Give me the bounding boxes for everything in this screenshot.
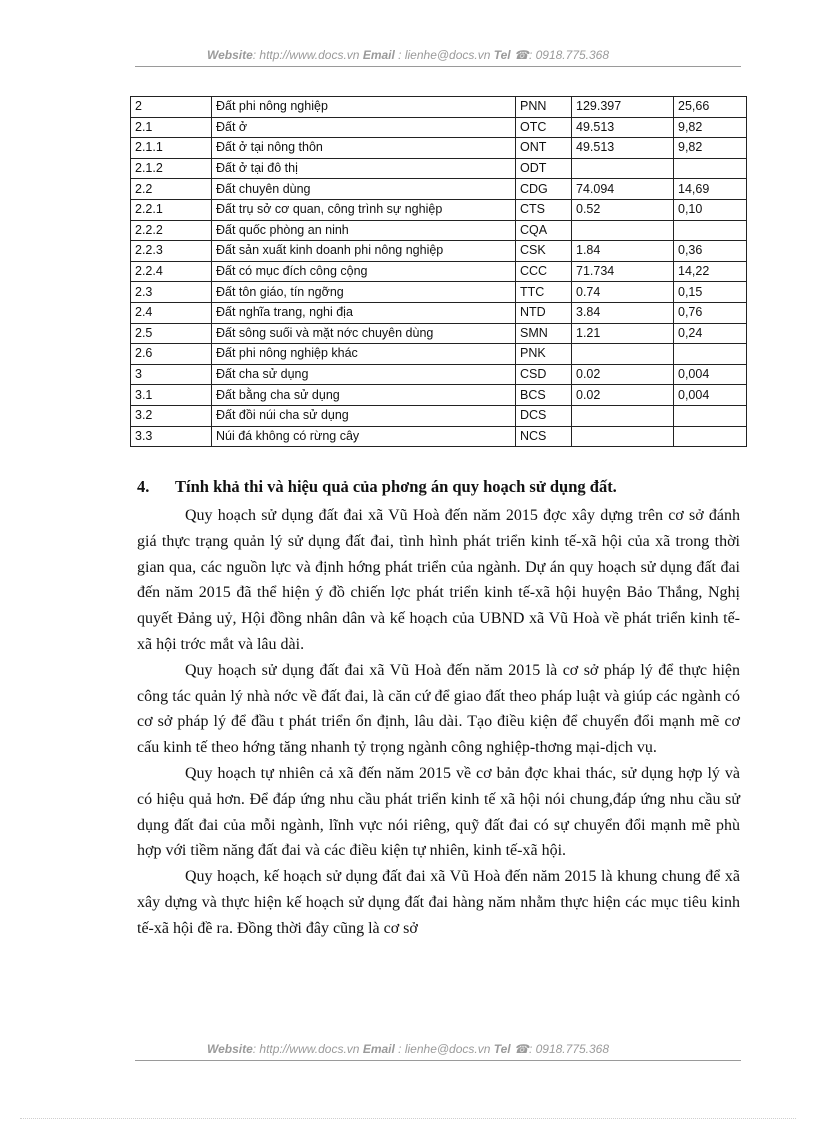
table-row xyxy=(131,323,747,344)
land-type-cell: Đất phi nông nghiệp xyxy=(212,97,516,118)
symbol-cell: CDG xyxy=(516,179,572,200)
table-row xyxy=(131,241,747,262)
footer-website-label: Website xyxy=(206,1042,253,1056)
table-row xyxy=(131,405,747,426)
header-tel-value: ☎: 0918.775.368 xyxy=(514,48,610,62)
code-cell: 2.2.4 xyxy=(131,261,212,282)
page-header xyxy=(0,48,816,62)
code-cell: 2.1 xyxy=(131,117,212,138)
area-cell: 74.094 xyxy=(572,179,674,200)
symbol-cell: TTC xyxy=(516,282,572,303)
area-cell: 0.52 xyxy=(572,199,674,220)
percent-cell: 25,66 xyxy=(674,97,747,118)
table-row xyxy=(131,117,747,138)
table-row xyxy=(131,261,747,282)
code-cell: 2.2 xyxy=(131,179,212,200)
percent-cell xyxy=(674,344,747,365)
table-row xyxy=(131,199,747,220)
symbol-cell: ODT xyxy=(516,158,572,179)
area-cell xyxy=(572,426,674,447)
land-type-cell: Đất phi nông nghiệp khác xyxy=(212,344,516,365)
symbol-cell: PNK xyxy=(516,344,572,365)
header-website-label: Website xyxy=(206,48,253,62)
land-type-cell: Đất quốc phòng an ninh xyxy=(212,220,516,241)
percent-cell xyxy=(674,220,747,241)
land-type-cell: Đất ở tại đô thị xyxy=(212,158,516,179)
symbol-cell: CCC xyxy=(516,261,572,282)
table-row xyxy=(131,97,747,118)
footer-tel-value: ☎: 0918.775.368 xyxy=(514,1042,610,1056)
header-divider xyxy=(135,66,741,67)
percent-cell: 14,69 xyxy=(674,179,747,200)
code-cell: 2.2.2 xyxy=(131,220,212,241)
table-row xyxy=(131,220,747,241)
footer-website-value[interactable]: : http://www.docs.vn xyxy=(252,1042,360,1056)
area-cell: 129.397 xyxy=(572,97,674,118)
paragraph-3: Quy hoạch tự nhiên cả xã đến năm 2015 về cơ bản đợc khai thác, sử dụng hợp lý và có hiệu quả hơn. Để đáp ứng nhu cầu phát triển kinh tế xã hội nói chung,đáp ứng nhu cầu sử dụng đất đai của mỗi ngành, lĩnh vực nói riêng, quỹ đất đai có sự chuyển đổi mạnh mẽ phù hợp với tiềm năng đất đai và các điều kiện tự nhiên, kinh tế-xã hội. xyxy=(137,764,740,860)
footer-email-label: Email xyxy=(362,1042,395,1056)
land-type-cell: Đất chuyên dùng xyxy=(212,179,516,200)
section-number: 4. xyxy=(137,477,150,496)
area-cell xyxy=(572,405,674,426)
land-type-cell: Đất cha sử dụng xyxy=(212,364,516,385)
percent-cell: 0,004 xyxy=(674,385,747,406)
code-cell: 3 xyxy=(131,364,212,385)
land-type-cell: Đất ở tại nông thôn xyxy=(212,138,516,159)
table-row xyxy=(131,344,747,365)
paragraph-4: Quy hoạch, kế hoạch sử dụng đất đai xã Vũ Hoà đến năm 2015 là khung chung để xã xây dựng và thực hiện kế hoạch sử dụng đất đai hàng năm nhằm thực hiện các mục tiêu kinh tế-xã hội đề ra. Đồng thời đây cũng là cơ sở xyxy=(137,868,740,937)
area-cell: 0.74 xyxy=(572,282,674,303)
code-cell: 3.1 xyxy=(131,385,212,406)
symbol-cell: PNN xyxy=(516,97,572,118)
paragraph-1: Quy hoạch sử dụng đất đai xã Vũ Hoà đến năm 2015 đợc xây dựng trên cơ sở đánh giá thực trạng quản lý sử dụng đất đai, tình hình phát triển kinh tế-xã hội của xã trong thời gian qua, các nguồn lực và định hớng phát triển của ngành. Dự án quy hoạch sử dụng đất đai đến năm 2015 đã thể hiện ý đồ chiến lợc phát triển kinh tế-xã hội huyện Bảo Thắng, Nghị quyết Đảng uỷ, Hội đồng nhân dân và kế hoạch của UBND xã Vũ Hoà về phát triển kinh tế-xã hội trớc mắt và lâu dài. xyxy=(137,507,740,653)
symbol-cell: SMN xyxy=(516,323,572,344)
code-cell: 2 xyxy=(131,97,212,118)
code-cell: 2.2.3 xyxy=(131,241,212,262)
land-use-table xyxy=(130,96,747,447)
table-row xyxy=(131,364,747,385)
page-footer xyxy=(0,1042,816,1056)
code-cell: 2.2.1 xyxy=(131,199,212,220)
table-row xyxy=(131,138,747,159)
land-type-cell: Đất có mục đích công cộng xyxy=(212,261,516,282)
section-heading xyxy=(137,477,617,497)
land-type-cell: Đất đồi núi cha sử dụng xyxy=(212,405,516,426)
land-type-cell: Đất ở xyxy=(212,117,516,138)
percent-cell: 0,15 xyxy=(674,282,747,303)
land-type-cell: Đất tôn giáo, tín ngỡng xyxy=(212,282,516,303)
code-cell: 2.4 xyxy=(131,302,212,323)
percent-cell: 0,36 xyxy=(674,241,747,262)
land-type-cell: Đất sản xuất kinh doanh phi nông nghiệp xyxy=(212,241,516,262)
percent-cell: 14,22 xyxy=(674,261,747,282)
table-row xyxy=(131,385,747,406)
header-tel-label: Tel xyxy=(493,48,511,62)
percent-cell xyxy=(674,426,747,447)
area-cell: 71.734 xyxy=(572,261,674,282)
land-type-cell: Đất bằng cha sử dụng xyxy=(212,385,516,406)
area-cell: 1.84 xyxy=(572,241,674,262)
percent-cell xyxy=(674,158,747,179)
header-website-value[interactable]: : http://www.docs.vn xyxy=(252,48,360,62)
land-type-cell: Đất nghĩa trang, nghi địa xyxy=(212,302,516,323)
header-email-value[interactable]: : lienhe@docs.vn xyxy=(398,48,491,62)
symbol-cell: BCS xyxy=(516,385,572,406)
land-type-cell: Đất trụ sở cơ quan, công trình sự nghiệp xyxy=(212,199,516,220)
table-row xyxy=(131,302,747,323)
code-cell: 3.2 xyxy=(131,405,212,426)
table-row xyxy=(131,426,747,447)
symbol-cell: OTC xyxy=(516,117,572,138)
code-cell: 2.1.2 xyxy=(131,158,212,179)
land-use-table-body xyxy=(131,97,747,447)
area-cell: 1.21 xyxy=(572,323,674,344)
percent-cell: 0,10 xyxy=(674,199,747,220)
area-cell xyxy=(572,344,674,365)
section-title: Tính khả thi và hiệu quả của phơng án quy hoạch sử dụng đất. xyxy=(175,477,617,496)
code-cell: 2.1.1 xyxy=(131,138,212,159)
header-email-label: Email xyxy=(362,48,395,62)
symbol-cell: DCS xyxy=(516,405,572,426)
symbol-cell: ONT xyxy=(516,138,572,159)
footer-tel-label: Tel xyxy=(493,1042,511,1056)
symbol-cell: CTS xyxy=(516,199,572,220)
percent-cell: 0,76 xyxy=(674,302,747,323)
symbol-cell: CQA xyxy=(516,220,572,241)
area-cell: 0.02 xyxy=(572,364,674,385)
area-cell xyxy=(572,158,674,179)
land-type-cell: Đất sông suối và mặt nớc chuyên dùng xyxy=(212,323,516,344)
land-type-cell: Núi đá không có rừng cây xyxy=(212,426,516,447)
table-row xyxy=(131,158,747,179)
paragraph-2: Quy hoạch sử dụng đất đai xã Vũ Hoà đến năm 2015 là cơ sở pháp lý để thực hiện công tác quản lý nhà nớc về đất đai, là căn cứ để giao đất theo pháp luật và giúp các ngành có cơ sở pháp lý để đầu t phát triển ổn định, lâu dài. Tạo điều kiện để chuyển đổi mạnh mẽ cơ cấu kinh tế theo hớng tăng nhanh tỷ trọng ngành công nghiệp-thơng mại-dịch vụ. xyxy=(137,661,740,757)
table-row xyxy=(131,282,747,303)
area-cell: 3.84 xyxy=(572,302,674,323)
body-text xyxy=(137,503,740,942)
table-row xyxy=(131,179,747,200)
area-cell: 0.02 xyxy=(572,385,674,406)
code-cell: 2.6 xyxy=(131,344,212,365)
percent-cell xyxy=(674,405,747,426)
percent-cell: 0,004 xyxy=(674,364,747,385)
symbol-cell: CSK xyxy=(516,241,572,262)
area-cell: 49.513 xyxy=(572,138,674,159)
symbol-cell: CSD xyxy=(516,364,572,385)
footer-email-value[interactable]: : lienhe@docs.vn xyxy=(398,1042,491,1056)
code-cell: 2.5 xyxy=(131,323,212,344)
symbol-cell: NTD xyxy=(516,302,572,323)
symbol-cell: NCS xyxy=(516,426,572,447)
percent-cell: 9,82 xyxy=(674,138,747,159)
page-edge xyxy=(20,1118,796,1119)
code-cell: 3.3 xyxy=(131,426,212,447)
area-cell: 49.513 xyxy=(572,117,674,138)
percent-cell: 0,24 xyxy=(674,323,747,344)
area-cell xyxy=(572,220,674,241)
footer-divider xyxy=(135,1060,741,1061)
percent-cell: 9,82 xyxy=(674,117,747,138)
code-cell: 2.3 xyxy=(131,282,212,303)
